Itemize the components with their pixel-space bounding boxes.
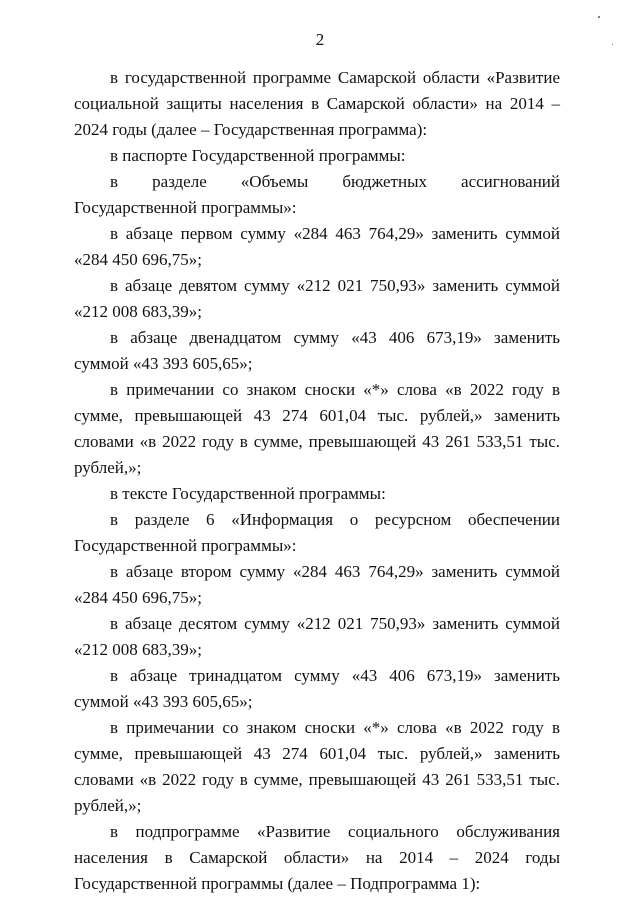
scan-speck <box>612 44 613 45</box>
paragraph-subprogram-1: в подпрограмме «Развитие социального обслуживания населения в Самарской области» на 2014 – 2024 годы Государственной программы (далее – Подпрограмма 1): <box>74 822 560 893</box>
paragraph-first-paragraph-sum: в абзаце первом сумму «284 463 764,29» заменить суммой «284 450 696,75»; <box>74 224 560 269</box>
paragraph-twelfth-paragraph-sum: в абзаце двенадцатом сумму «43 406 673,19» заменить суммой «43 393 605,65»; <box>74 328 560 373</box>
document-body <box>74 65 560 897</box>
paragraph-state-program: в государственной программе Самарской области «Развитие социальной защиты населения в Самарской области» на 2014 – 2024 годы (далее – Государственная программа): <box>74 68 560 139</box>
paragraph-tenth-paragraph-sum: в абзаце десятом сумму «212 021 750,93» заменить суммой «212 008 683,39»; <box>74 614 560 659</box>
page-number: 2 <box>315 30 325 49</box>
paragraph-second-paragraph-sum: в абзаце втором сумму «284 463 764,29» заменить суммой «284 450 696,75»; <box>74 562 560 607</box>
paragraph-section-6: в разделе 6 «Информация о ресурсном обеспечении Государственной программы»: <box>74 510 560 555</box>
paragraph-thirteenth-paragraph-sum: в абзаце тринадцатом сумму «43 406 673,19» заменить суммой «43 393 605,65»; <box>74 666 560 711</box>
scan-speck <box>598 16 600 18</box>
paragraph-footnote-note-2: в примечании со знаком сноски «*» слова «в 2022 году в сумме, превышающей 43 274 601,04 тыс. рублей,» заменить словами «в 2022 году в сумме, превышающей 43 261 533,51 тыс. рублей,»; <box>74 718 560 815</box>
paragraph-footnote-note: в примечании со знаком сноски «*» слова «в 2022 году в сумме, превышающей 43 274 601,04 тыс. рублей,» заменить словами «в 2022 году в сумме, превышающей 43 261 533,51 тыс. рублей,»; <box>74 380 560 477</box>
paragraph-passport: в паспорте Государственной программы: <box>110 146 406 165</box>
paragraph-budget-section: в разделе «Объемы бюджетных ассигнований Государственной программы»: <box>74 172 560 217</box>
paragraph-ninth-paragraph-sum: в абзаце девятом сумму «212 021 750,93» заменить суммой «212 008 683,39»; <box>74 276 560 321</box>
paragraph-program-text: в тексте Государственной программы: <box>110 484 386 503</box>
